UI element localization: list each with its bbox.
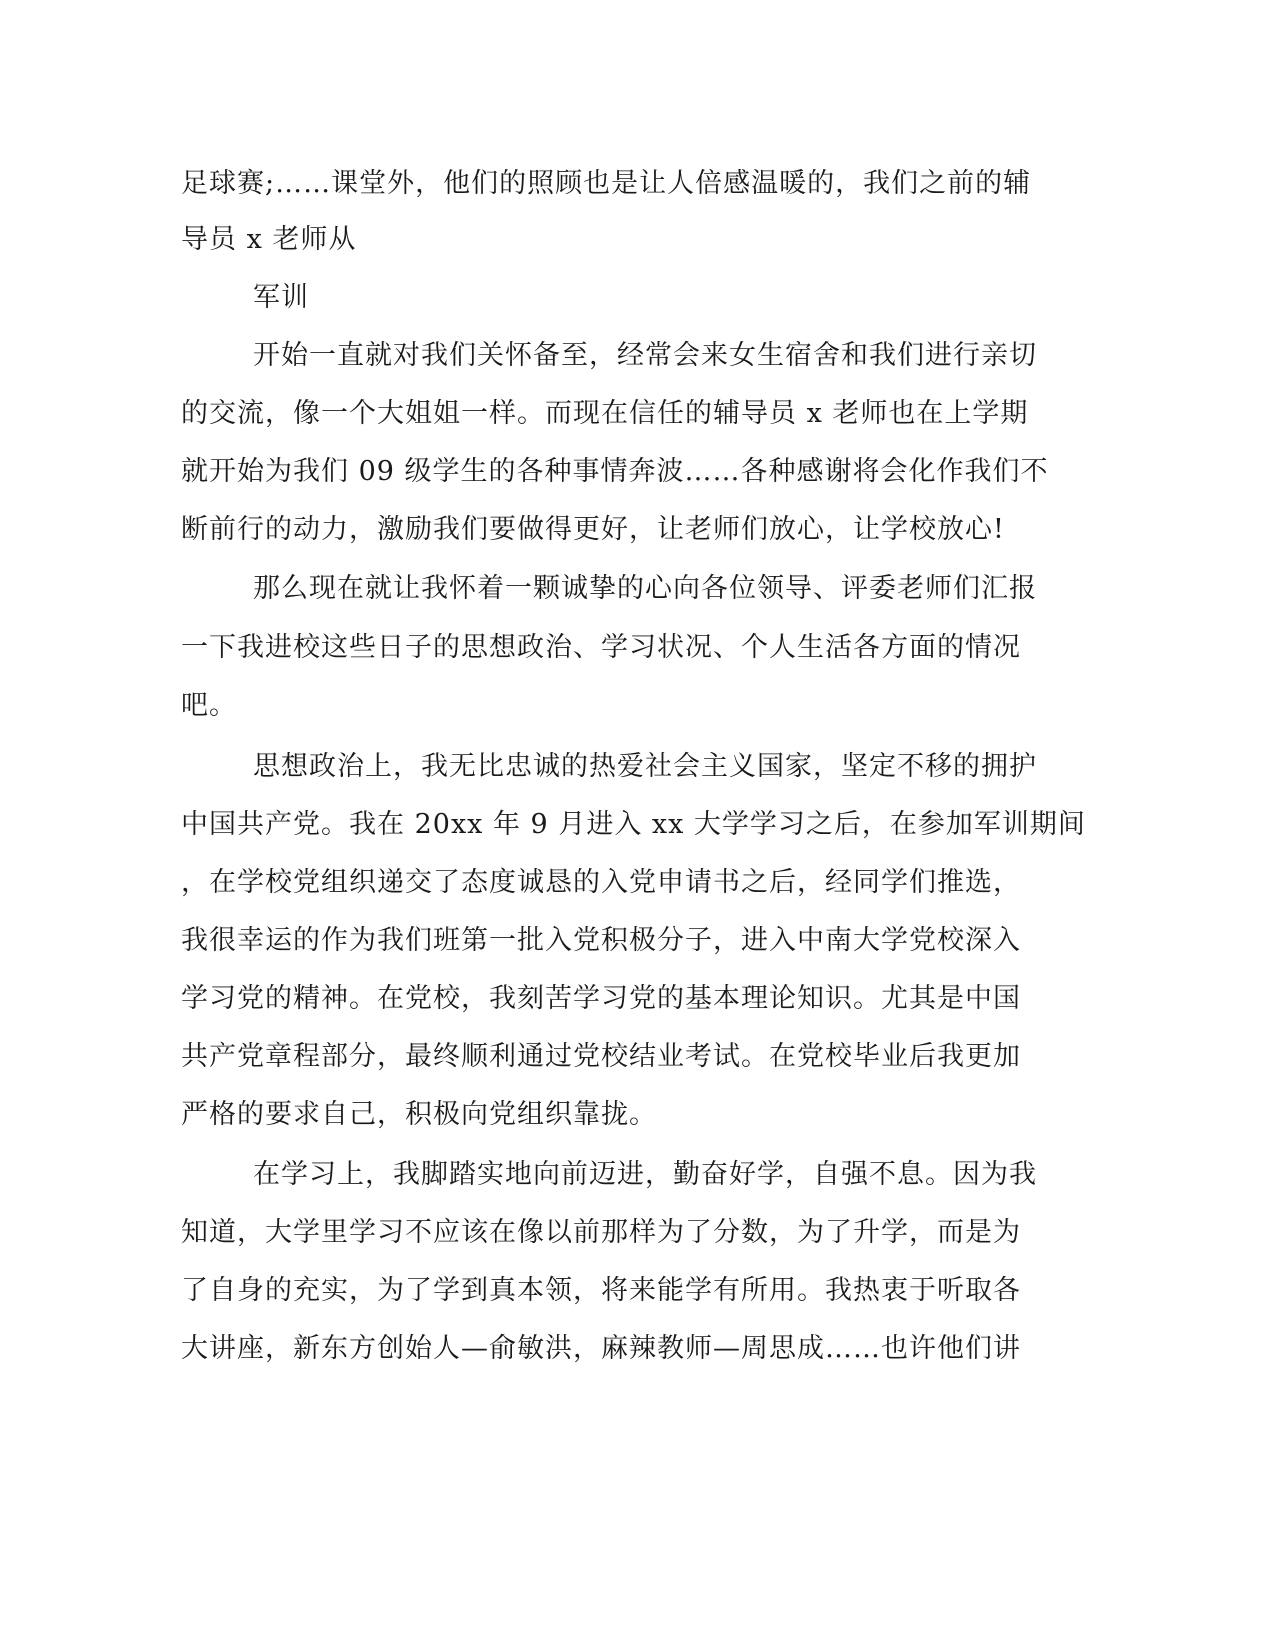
text-line: 就开始为我们 09 级学生的各种事情奔波……各种感谢将会化作我们不 [181, 456, 1049, 487]
text-line: 军训 [253, 282, 309, 313]
text-line: 足球赛;……课堂外，他们的照顾也是让人倍感温暖的，我们之前的辅 [181, 168, 1032, 199]
text-line: 学习党的精神。在党校，我刻苦学习党的基本理论知识。尤其是中国 [181, 983, 1021, 1014]
paragraph-start-line: 在学习上，我脚踏实地向前迈进，勤奋好学，自强不息。因为我 [253, 1159, 1037, 1190]
paragraph-start-line: 思想政治上，我无比忠诚的热爱社会主义国家，坚定不移的拥护 [253, 751, 1037, 782]
text-line: 严格的要求自己，积极向党组织靠拢。 [181, 1099, 657, 1130]
text-line: 一下我进校这些日子的思想政治、学习状况、个人生活各方面的情况 [181, 632, 1021, 663]
text-line: 我很幸运的作为我们班第一批入党积极分子，进入中南大学党校深入 [181, 925, 1021, 956]
text-line: 导员 x 老师从 [181, 224, 357, 255]
text-line: 中国共产党。我在 20xx 年 9 月进入 xx 大学学习之后，在参加军训期间 [181, 809, 1086, 840]
text-line: 大讲座，新东方创始人—俞敏洪，麻辣教师—周思成……也许他们讲 [181, 1333, 1021, 1364]
paragraph-start-line: 那么现在就让我怀着一颗诚挚的心向各位领导、评委老师们汇报 [253, 573, 1037, 604]
text-line: 断前行的动力，激励我们要做得更好，让老师们放心，让学校放心! [181, 514, 1005, 545]
paragraph-start-line: 开始一直就对我们关怀备至，经常会来女生宿舍和我们进行亲切 [253, 340, 1037, 371]
text-line: 了自身的充实，为了学到真本领，将来能学有所用。我热衷于听取各 [181, 1275, 1021, 1306]
text-line: 共产党章程部分，最终顺利通过党校结业考试。在党校毕业后我更加 [181, 1041, 1021, 1072]
text-line: 吧。 [181, 690, 237, 721]
text-line: ，在学校党组织递交了态度诚恳的入党申请书之后，经同学们推选， [181, 867, 1021, 898]
text-line: 知道，大学里学习不应该在像以前那样为了分数，为了升学，而是为 [181, 1217, 1021, 1248]
text-line: 的交流，像一个大姐姐一样。而现在信任的辅导员 x 老师也在上学期 [181, 398, 1029, 429]
